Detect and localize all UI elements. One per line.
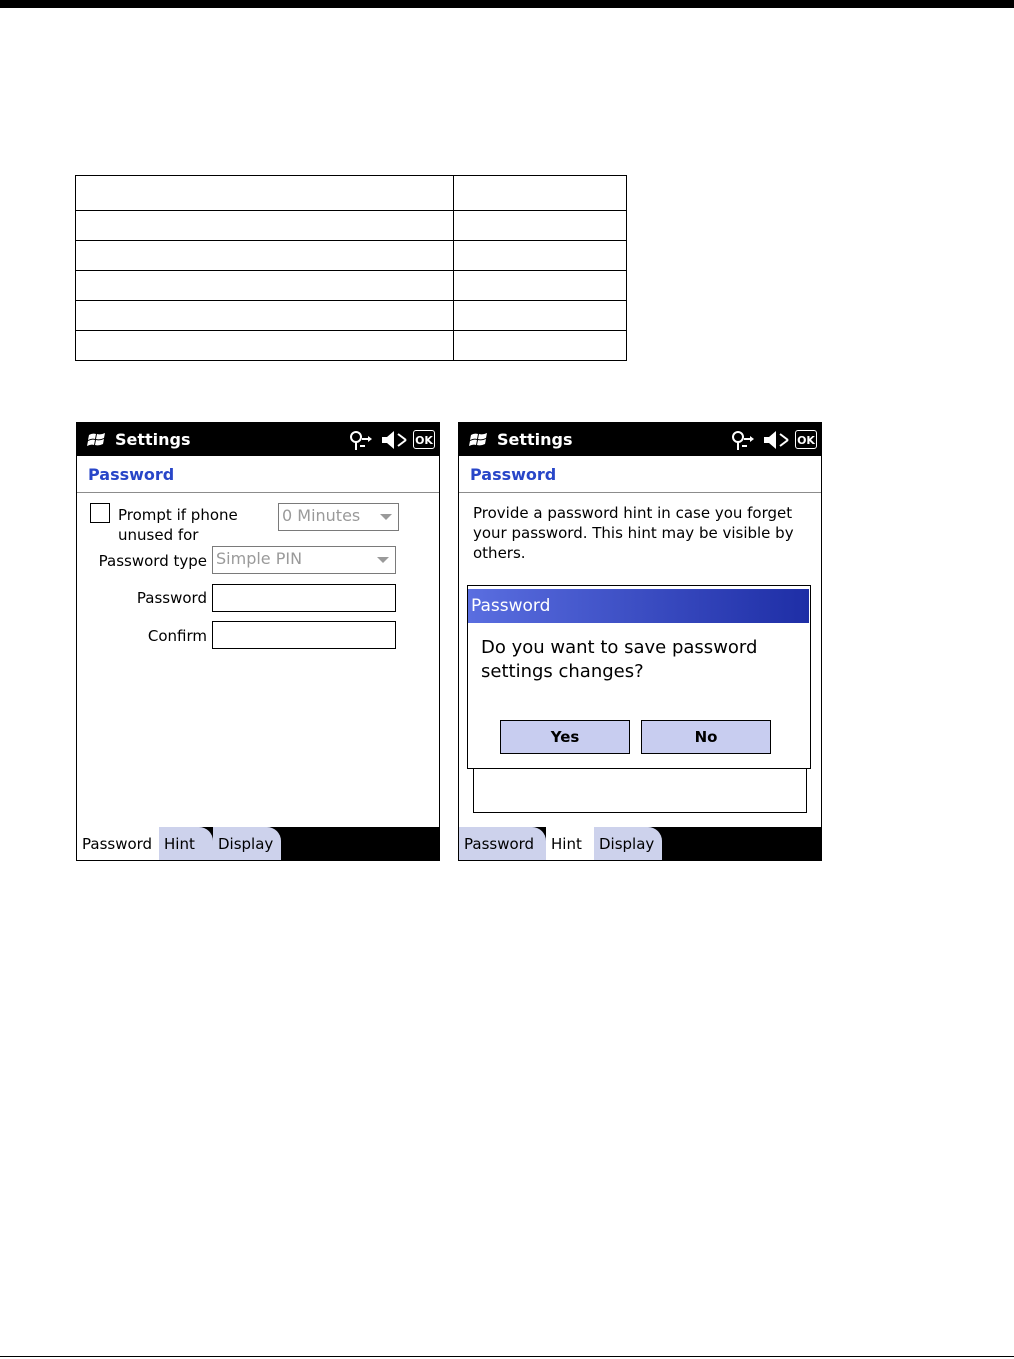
windows-start-icon[interactable]: [469, 431, 489, 449]
dialog-title: Password: [468, 589, 809, 623]
hint-description: Provide a password hint in case you forget your password. This hint may be visible by others.: [473, 504, 794, 562]
save-changes-dialog: [467, 585, 811, 769]
ok-button[interactable]: OK: [413, 430, 435, 449]
hint-input[interactable]: [473, 763, 807, 813]
title-bar: [77, 423, 439, 456]
speaker-muted-icon[interactable]: [380, 429, 408, 451]
confirm-label: Confirm: [147, 627, 207, 645]
table-row: [76, 331, 627, 361]
password-type-value: Simple PIN: [216, 549, 303, 568]
password-label: Password: [136, 589, 207, 607]
prompt-label: Prompt if phone unused for: [118, 506, 238, 544]
tab-bar: [459, 827, 821, 860]
app-title: Settings: [115, 430, 191, 449]
page-heading-bar: [77, 456, 439, 493]
password-type-select[interactable]: [212, 546, 396, 574]
app-title: Settings: [497, 430, 573, 449]
yes-button[interactable]: Yes: [500, 720, 630, 754]
chevron-down-icon: [380, 514, 392, 520]
tab-display[interactable]: Display: [594, 827, 662, 860]
table-row: [76, 211, 627, 241]
timeout-value: 0 Minutes: [282, 506, 361, 525]
tab-display[interactable]: Display: [213, 827, 281, 860]
chevron-down-icon: [377, 557, 389, 563]
windows-start-icon[interactable]: [87, 431, 107, 449]
blank-table: [75, 175, 627, 361]
table-row: [76, 271, 627, 301]
table-row: [76, 301, 627, 331]
connectivity-icon[interactable]: [348, 429, 374, 451]
left-screen: [76, 422, 440, 861]
table-row: [76, 241, 627, 271]
tab-hint[interactable]: Hint: [159, 827, 213, 860]
tab-password[interactable]: Password: [77, 827, 159, 860]
tab-hint[interactable]: Hint: [546, 827, 594, 860]
prompt-checkbox[interactable]: [90, 503, 110, 523]
page-heading: Password: [470, 465, 557, 484]
tab-password[interactable]: Password: [459, 827, 546, 860]
right-screen: [458, 422, 822, 861]
connectivity-icon[interactable]: [730, 429, 756, 451]
confirm-input[interactable]: [212, 621, 396, 649]
tab-bar: [77, 827, 439, 860]
page-top-rule: [0, 0, 1014, 8]
dialog-message: Do you want to save password settings changes?: [481, 637, 758, 682]
title-bar: [459, 423, 821, 456]
password-type-label: Password type: [98, 552, 207, 570]
password-input[interactable]: [212, 584, 396, 612]
timeout-select[interactable]: [278, 503, 399, 531]
speaker-muted-icon[interactable]: [762, 429, 790, 451]
no-button[interactable]: No: [641, 720, 771, 754]
page-bottom-rule: [0, 1356, 1014, 1357]
page-heading: Password: [88, 465, 175, 484]
ok-button[interactable]: OK: [795, 430, 817, 449]
table-row: [76, 176, 627, 211]
page-heading-bar: [459, 456, 821, 493]
